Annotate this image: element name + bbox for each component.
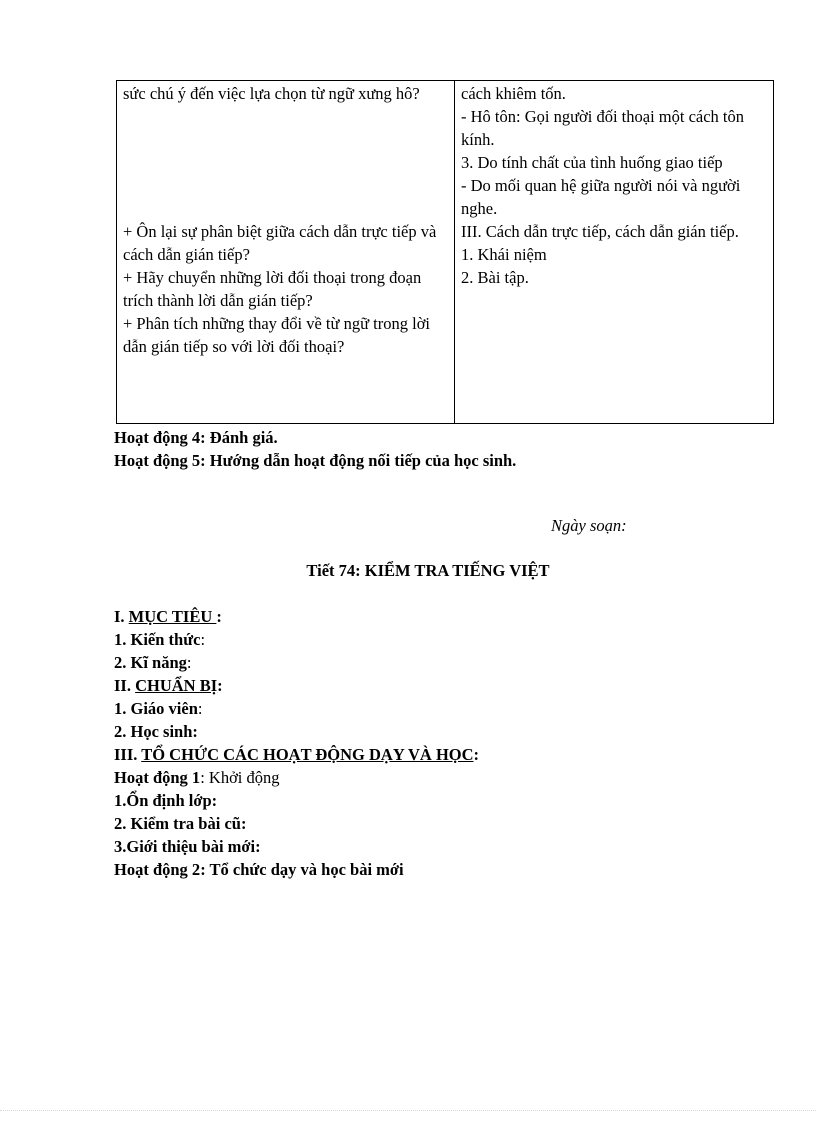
date-label: Ngày soạn: [551, 516, 627, 535]
answer-text: 1. Khái niệm [461, 245, 547, 264]
section-numeral: III. [114, 745, 142, 764]
item-label: 2. Kĩ năng [114, 653, 187, 672]
activity-1-heading [114, 766, 280, 789]
teacher-item [114, 697, 202, 720]
step-class-stabilize: 1.Ổn định lớp: [114, 791, 218, 810]
section-title: TỔ CHỨC CÁC HOẠT ĐỘNG DẠY VÀ HỌC [141, 745, 474, 764]
section-numeral: II. [114, 676, 136, 695]
answers-cell [455, 81, 774, 424]
section-title: CHUẨN BỊ [135, 676, 218, 695]
item-colon: : [186, 653, 192, 672]
questions-cell [117, 81, 455, 424]
activity-rest: : Khởi động [200, 768, 280, 787]
knowledge-item [114, 628, 205, 651]
activity-label: Hoạt động 2 [114, 860, 201, 879]
activity-label: Hoạt động 1 [114, 768, 201, 787]
step-introduce-lesson: 3.Giới thiệu bài mới: [114, 837, 261, 856]
item-colon: : [197, 699, 203, 718]
item-label: 1. Giáo viên [114, 699, 198, 718]
question-text: sức chú ý đến việc lựa chọn từ ngữ xưng hô? [123, 84, 420, 103]
section-2-heading [114, 674, 223, 697]
skills-item [114, 651, 192, 674]
answer-text: - Hô tôn: Gọi người đối thoại một cách tôn kính. [461, 107, 745, 149]
question-text: + Phân tích những thay đổi về từ ngữ trong lời dẫn gián tiếp so với lời đối thoại? [123, 314, 430, 356]
section-colon: : [473, 745, 480, 764]
question-text: + Hãy chuyển những lời đối thoại trong đoạn trích thành lời dẫn gián tiếp? [123, 268, 422, 310]
activity-4-heading: Hoạt động 4: Đánh giá. [114, 428, 278, 447]
answer-text: 2. Bài tập. [461, 268, 529, 287]
lesson-title: Tiết 74: KIỂM TRA TIẾNG VIỆT [306, 561, 550, 580]
activity-rest: : Tổ chức dạy và học bài mới [200, 860, 404, 879]
question-text: + Ôn lại sự phân biệt giữa cách dẫn trực tiếp và cách dẫn gián tiếp? [123, 222, 437, 264]
answer-text: III. Cách dẫn trực tiếp, cách dẫn gián tiếp. [461, 222, 739, 241]
step-check-old-lesson: 2. Kiểm tra bài cũ: [114, 814, 247, 833]
answer-text: 3. Do tính chất của tình huống giao tiếp [461, 153, 723, 172]
item-colon: : [200, 630, 206, 649]
activity-2-heading [114, 858, 404, 881]
lesson-content-table [116, 80, 774, 424]
section-colon: : [217, 676, 223, 695]
student-item: 2. Học sinh: [114, 722, 198, 741]
answer-text: cách khiêm tốn. [461, 84, 566, 103]
page-bottom-divider [0, 1110, 816, 1111]
section-numeral: I. [114, 607, 129, 626]
section-1-heading [114, 605, 222, 628]
activity-5-heading: Hoạt động 5: Hướng dẫn hoạt động nối tiếp của học sinh. [114, 451, 517, 470]
answer-text: - Do mối quan hệ giữa người nói và người nghe. [461, 176, 741, 218]
section-title: MỤC TIÊU [128, 607, 217, 626]
item-label: 1. Kiến thức [114, 630, 201, 649]
section-3-heading [114, 743, 479, 766]
table-row [117, 81, 774, 424]
cell-spacer [123, 105, 448, 220]
section-colon: : [216, 607, 222, 626]
